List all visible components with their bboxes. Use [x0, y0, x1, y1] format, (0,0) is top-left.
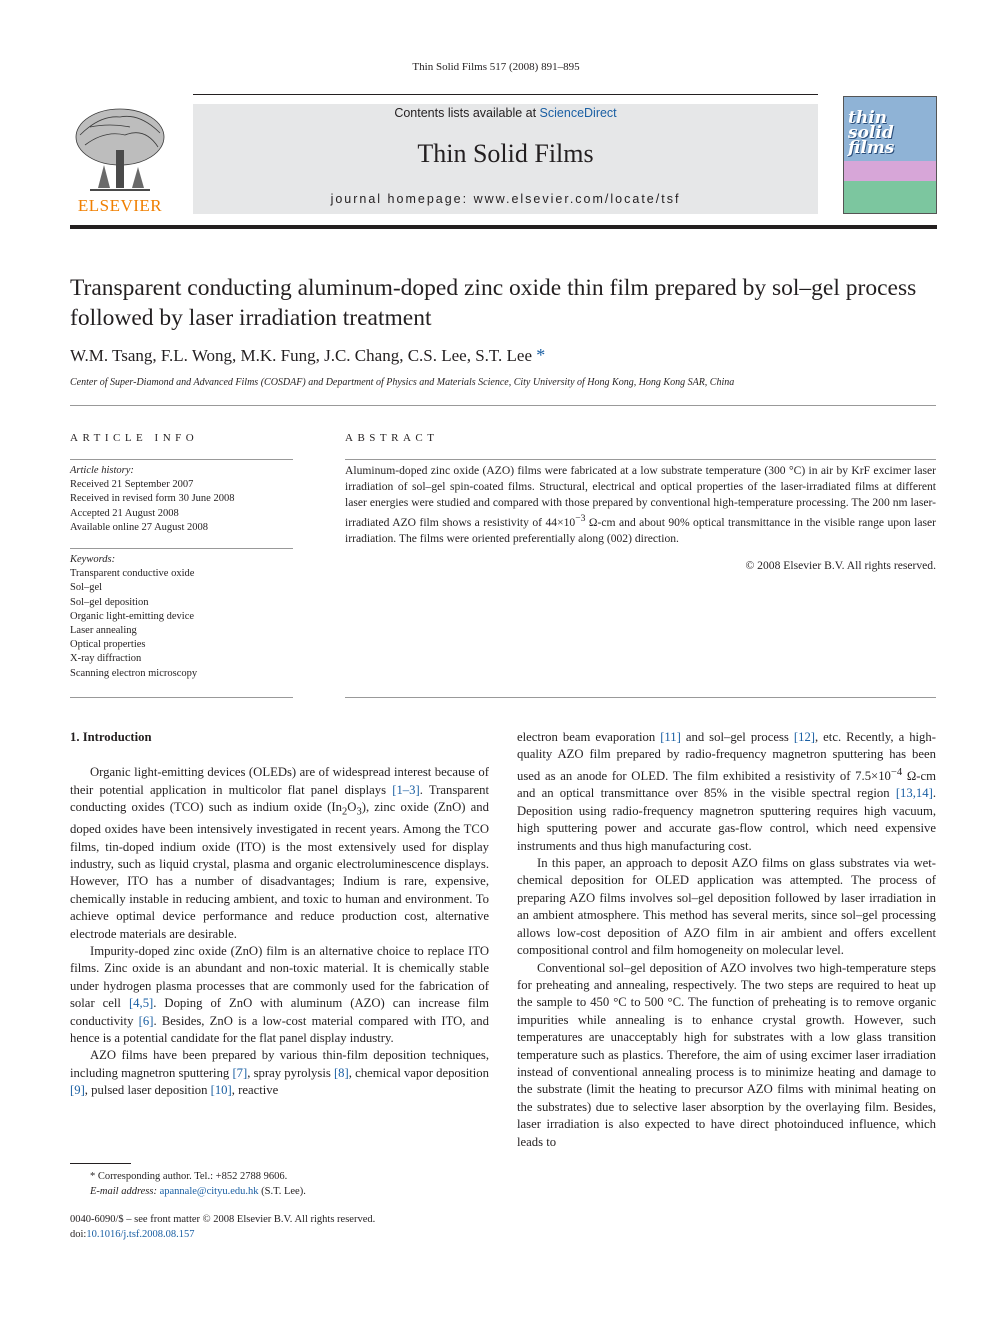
paragraph — [70, 943, 489, 1047]
text: O — [347, 800, 357, 815]
author-list — [70, 345, 940, 366]
corresponding-author-mark[interactable]: * — [536, 345, 546, 365]
citation-link[interactable]: [1–3] — [392, 782, 420, 797]
body-column-right — [517, 729, 936, 1151]
history-item: Accepted 21 August 2008 — [70, 507, 179, 519]
cover-title: thin solid films — [848, 108, 895, 158]
citation-link[interactable]: [9] — [70, 1083, 85, 1098]
email-label: E-mail address: — [90, 1185, 157, 1197]
journal-cover-thumbnail — [843, 96, 937, 214]
citation-link[interactable]: [13,14] — [895, 786, 933, 801]
section-heading: 1. Introduction — [70, 730, 152, 744]
keywords — [70, 553, 293, 681]
cover-middle-band — [844, 161, 936, 181]
masthead-top-rule — [193, 94, 818, 95]
keyword-item: Organic light-emitting device — [70, 610, 195, 622]
abstract-part: Ω-cm and about 90% optical transmittance in the visible range upon laser irradiation. The films were oriented preferentially along (002) direction. — [345, 515, 937, 545]
corresponding-text: Corresponding author. Tel.: +852 2788 9606. — [97, 1171, 288, 1182]
text: Impurity-doped zinc oxide (ZnO) film is an alternative choice to replace ITO films. Zinc oxide is an abundant and non-toxic material. It is chemically stable under hydrogen plasma processes that are commonly used for the fabrication of solar cell — [70, 944, 489, 1011]
paragraph: In this paper, an approach to deposit AZO films on glass substrates via wet-chemical deposition for OLED application was attempted. The process of preparing AZO films involves sol–gel deposition followed by laser irradiation in an ambient atmosphere. This method has several merits, since sol–gel processing allows low-cost deposition of AZO film in air ambient and offers excellent compositional control and film homogeneity on molecular level. — [517, 856, 936, 958]
keyword-item: Scanning electron microscopy — [70, 667, 198, 679]
keyword-item: Laser annealing — [70, 625, 137, 637]
text: Organic light-emitting devices (OLEDs) are of widespread interest because of their potential application in multicolor flat panel displays — [70, 765, 489, 797]
footnote — [70, 1170, 489, 1199]
abstract-text — [345, 463, 936, 547]
footnote-mark: * — [90, 1171, 96, 1182]
body-column-left — [70, 729, 489, 1100]
paragraph — [70, 1047, 489, 1099]
doi-link[interactable]: 10.1016/j.tsf.2008.08.157 — [86, 1228, 195, 1240]
article-history — [70, 464, 293, 535]
doi-line — [70, 1228, 489, 1243]
citation-link[interactable]: [11] — [660, 730, 681, 744]
text: AZO films have been prepared by various thin-film deposition techniques, including magnetron sputtering — [70, 1048, 489, 1080]
article-info-heading: ARTICLE INFO — [70, 432, 199, 444]
divider — [70, 405, 936, 406]
citation-link[interactable]: [4,5] — [128, 996, 154, 1011]
history-label: Article history: — [70, 465, 134, 476]
affiliation: Center of Super-Diamond and Advanced Films (COSDAF) and Department of Physics and Materials Science, City University of Hong Kong, Hong Kong SAR, China — [70, 377, 735, 388]
journal-citation: Thin Solid Films 517 (2008) 891–895 — [412, 61, 580, 73]
text: . Deposition using radio-frequency magnetron sputtering requires high vacuum, high sputtering power and accurate gas-flow control, which need expensive instruments and thus high manufacturing cost. — [517, 786, 936, 853]
keywords-label: Keywords: — [70, 554, 116, 565]
text: electron beam evaporation — [517, 730, 661, 744]
text: , reactive — [231, 1083, 279, 1098]
paragraph: Conventional sol–gel deposition of AZO involves two high-temperature steps for preheating and annealing, respectively. The two steps are required to heat up the sample to 450 °C to 500 °C. The function of preheating is to remove organic impurities while annealing is to enhance crystal growth. However, such temperatures are unacceptably high for substrates with a low glass transition temperature such as plastics. Therefore, the aim of using excimer laser irradiation instead of conventional annealing process is to minimize heating and damage to the substrate (limit the heating to precursor AZO films with minimal heating on the substrates) due to selective laser absorption by the overlaying film. Besides, laser irradiation is also expected to have direct photoinduced influence, which leads to — [517, 960, 936, 1149]
text: Ω-cm and an optical transmittance over 85% in the visible spectral region — [517, 769, 936, 801]
keyword-item: Sol–gel deposition — [70, 596, 149, 608]
subscript: 2 — [341, 806, 348, 818]
article-title: Transparent conducting aluminum-doped zinc oxide thin film prepared by sol–gel process followed by laser irradiation treatment — [70, 275, 917, 331]
subscript: 3 — [356, 806, 362, 818]
front-matter-info — [70, 1213, 489, 1242]
divider — [345, 459, 936, 460]
corresponding-footnote — [70, 1170, 489, 1185]
history-item: Received in revised form 30 June 2008 — [70, 493, 235, 505]
copyright: © 2008 Elsevier B.V. All rights reserved. — [745, 559, 936, 572]
sciencedirect-link[interactable]: ScienceDirect — [539, 106, 617, 120]
text: , spray pyrolysis — [247, 1065, 334, 1080]
authors-text: W.M. Tsang, F.L. Wong, M.K. Fung, J.C. Chang, C.S. Lee, S.T. Lee — [70, 346, 533, 365]
citation-link[interactable]: [6] — [138, 1013, 154, 1028]
text: , pulsed laser deposition — [84, 1083, 211, 1098]
elsevier-wordmark: ELSEVIER — [77, 196, 163, 215]
footnote-rule — [70, 1163, 131, 1164]
email-footnote — [70, 1185, 489, 1200]
abstract-part: Aluminum-doped zinc oxide (AZO) films were fabricated at a low substrate temperature (300 °C) in air by KrF excimer laser irradiation of sol–gel spin-coated films. Structural, electrical and optical properties of the laser-irradiated films at different laser energies were studied and compared with those prepared by conventional high-temperature processing. The 200 nm laser-irradiated AZO film shows a resistivity of 44×10 — [345, 464, 936, 529]
doi-label: doi: — [70, 1228, 87, 1240]
divider — [70, 548, 293, 549]
paragraph — [70, 764, 489, 943]
citation-link[interactable]: [7] — [232, 1065, 248, 1080]
citation-link[interactable]: [12] — [793, 730, 816, 744]
issn-line: 0040-6090/$ – see front matter © 2008 Elsevier B.V. All rights reserved. — [70, 1214, 376, 1225]
journal-title: Thin Solid Films — [417, 139, 594, 168]
text: , etc. Recently, a high-quality AZO film prepared by radio-frequency magnetron sputtering has been used as an anode for OLED. The film exhibited a resistivity of 7.5×10 — [517, 730, 936, 784]
text: and sol–gel process — [680, 730, 794, 744]
history-item: Received 21 September 2007 — [70, 479, 194, 491]
abstract-exponent: −3 — [575, 513, 586, 524]
citation-link[interactable]: [10] — [210, 1083, 232, 1098]
keyword-item: Sol–gel — [70, 582, 103, 594]
header-thick-rule — [70, 225, 937, 229]
keyword-item: Optical properties — [70, 639, 146, 651]
text: . Transparent conducting oxides (TCO) such as indium oxide (In — [70, 782, 489, 815]
text: ), zinc oxide (ZnO) and doped oxides have been intensively investigated in recent years. Among the TCO films, tin-doped indium oxide (ITO) is the most extensively used for display industry, such as liquid crystal, plasma and organic electroluminescence displays. However, ITO has a number of disadvantages; Indium is rare, expensive, chemically instable in reducing ambient, and toxic to human and environment. To achieve optimal device performance and reduce production cost, alternative electrode materials are desirable. — [70, 800, 489, 941]
text: , chemical vapor deposition — [348, 1065, 489, 1080]
paragraph — [517, 729, 936, 855]
tree-icon — [70, 105, 170, 195]
email-link[interactable]: apannale@cityu.edu.hk — [159, 1185, 259, 1197]
text: . Besides, ZnO is a low-cost material compared with ITO, and hence is a potential candidate for the flat panel display industry. — [70, 1013, 489, 1046]
email-suffix: (S.T. Lee). — [258, 1185, 306, 1197]
abstract-heading: ABSTRACT — [345, 432, 439, 444]
divider — [70, 697, 293, 698]
exponent: −4 — [890, 766, 903, 778]
contents-available-line — [193, 106, 818, 120]
text: . Doping of ZnO with aluminum (AZO) can increase film conductivity — [70, 996, 489, 1028]
keyword-item: X-ray diffraction — [70, 653, 142, 665]
keyword-item: Transparent conductive oxide — [70, 568, 195, 580]
contents-prefix: Contents lists available at — [394, 106, 540, 120]
cover-bottom-band — [844, 181, 936, 213]
journal-homepage[interactable]: journal homepage: www.elsevier.com/locate/tsf — [330, 192, 681, 206]
citation-link[interactable]: [8] — [333, 1065, 349, 1080]
divider — [70, 459, 293, 460]
divider — [345, 697, 936, 698]
history-item: Available online 27 August 2008 — [70, 521, 209, 533]
